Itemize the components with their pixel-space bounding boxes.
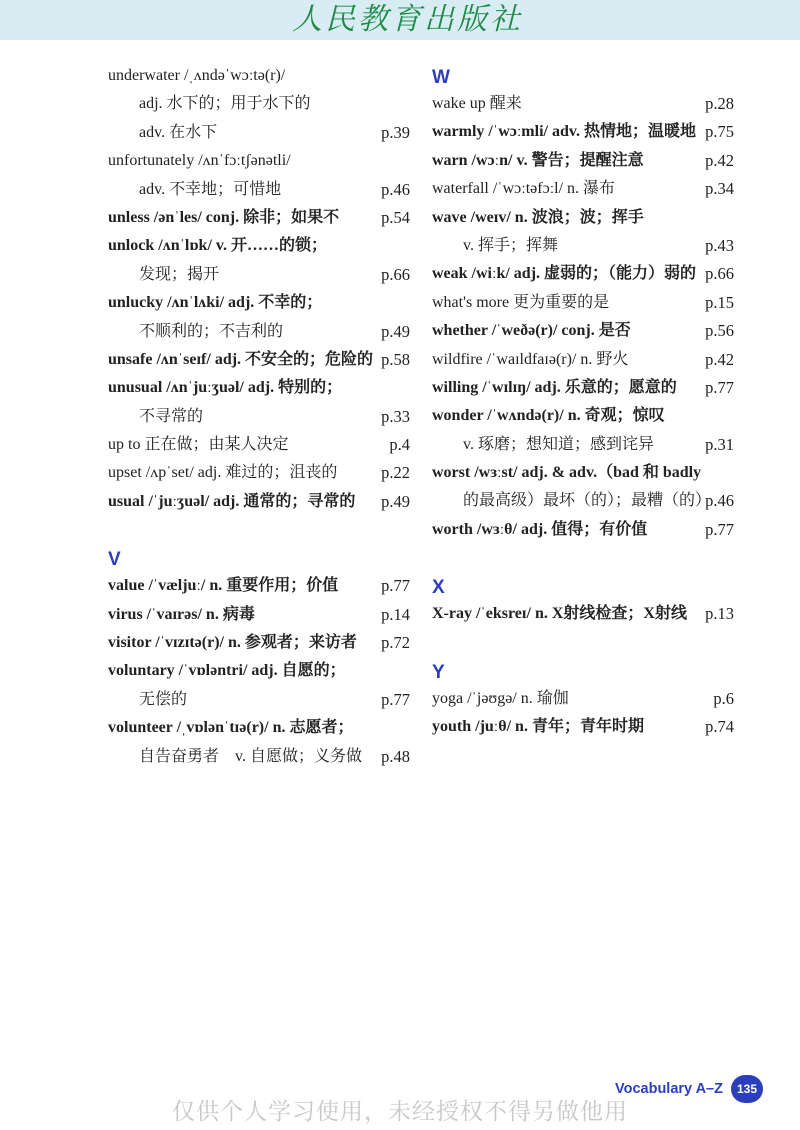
vocab-entry <box>108 204 410 232</box>
vocab-entry <box>108 232 410 260</box>
vocab-entry <box>432 317 734 345</box>
section-letter: Y <box>432 661 445 683</box>
entry-text: unfortunately /ʌnˈfɔːtʃənətli/ <box>108 152 291 170</box>
vocab-entry <box>432 374 734 402</box>
vocab-entry <box>108 657 410 685</box>
entry-text: 的最高级）最坏（的）；最糟（的） <box>463 492 712 510</box>
entry-text: warn /wɔːn/ v. 警告；提醒注意 <box>432 151 644 169</box>
page-ref: p.22 <box>381 463 410 483</box>
page-number-badge: 135 <box>731 1075 763 1103</box>
page-ref: p.42 <box>705 349 734 369</box>
left-column <box>108 62 410 771</box>
entry-continuation <box>108 403 410 431</box>
vocab-entry <box>432 289 734 317</box>
vocab-entry <box>432 713 734 741</box>
vocab-entry <box>432 260 734 288</box>
entry-text: usual /ˈjuːʒuəl/ adj. 通常的；寻常的 <box>108 492 356 510</box>
vocab-entry <box>108 431 410 459</box>
page-ref: p.54 <box>381 207 410 227</box>
vocab-entry <box>108 147 410 175</box>
vocab-entry <box>108 629 410 657</box>
entry-text: volunteer /ˌvɒlənˈtɪə(r)/ n. 志愿者； <box>108 719 354 737</box>
entry-text: upset /ʌpˈset/ adj. 难过的；沮丧的 <box>108 464 338 482</box>
section-gap <box>432 544 734 572</box>
entry-text: unlock /ʌnˈlɒk/ v. 开……的锁； <box>108 237 328 255</box>
vocab-entry <box>432 204 734 232</box>
page-ref: p.15 <box>705 292 734 312</box>
entry-text: warmly /ˈwɔːmli/ adv. 热情地；温暖地 <box>432 123 696 141</box>
entry-continuation <box>432 431 734 459</box>
entry-continuation <box>432 232 734 260</box>
vocab-entry <box>432 600 734 628</box>
page-ref: p.4 <box>389 435 410 455</box>
entry-text: wonder /ˈwʌndə(r)/ n. 奇观；惊叹 <box>432 407 665 425</box>
entry-text: unsafe /ʌnˈseɪf/ adj. 不安全的；危险的 <box>108 350 374 368</box>
section-letter: V <box>108 549 121 571</box>
entry-text: whether /ˈweðə(r)/ conj. 是否 <box>432 322 631 340</box>
section-gap <box>108 516 410 544</box>
page-ref: p.39 <box>381 122 410 142</box>
entry-continuation <box>108 90 410 118</box>
entry-text: 发现；揭开 <box>139 265 220 283</box>
entry-text: unless /ənˈles/ conj. 除非；如果不 <box>108 208 340 226</box>
vocab-entry <box>108 289 410 317</box>
vocab-entry <box>108 572 410 600</box>
entry-text: up to 正在做；由某人决定 <box>108 436 289 454</box>
page-ref: p.33 <box>381 406 410 426</box>
page-ref: p.34 <box>705 179 734 199</box>
watermark: 仅供个人学习使用，未经授权不得另做他用 <box>172 1099 628 1125</box>
entry-text: youth /juːθ/ n. 青年；青年时期 <box>432 718 644 736</box>
entry-continuation <box>108 261 410 289</box>
vocab-entry <box>432 147 734 175</box>
entry-text: unlucky /ʌnˈlʌki/ adj. 不幸的； <box>108 294 323 312</box>
page-ref: p.42 <box>705 150 734 170</box>
vocab-entry <box>108 488 410 516</box>
entry-text: X-ray /ˈeksreɪ/ n. X射线检查；X射线 <box>432 605 687 623</box>
entry-continuation <box>108 176 410 204</box>
page-ref: p.43 <box>705 235 734 255</box>
entry-continuation <box>108 686 410 714</box>
page-ref: p.13 <box>705 604 734 624</box>
entry-continuation <box>108 743 410 771</box>
vocab-entry <box>432 685 734 713</box>
entry-text: wake up 醒来 <box>432 95 522 112</box>
page-ref: p.6 <box>713 688 734 708</box>
vocab-entry <box>432 516 734 544</box>
vocab-entry <box>432 459 734 487</box>
entry-text: wave /weɪv/ n. 波浪；波；挥手 <box>432 208 644 226</box>
page-ref: p.77 <box>381 576 410 596</box>
entry-text: adv. 在水下 <box>139 123 218 141</box>
vocab-entry <box>432 402 734 430</box>
entry-text: wildfire /ˈwaɪldfaɪə(r)/ n. 野火 <box>432 350 629 368</box>
page-ref: p.77 <box>381 689 410 709</box>
page-ref: p.56 <box>705 321 734 341</box>
page-ref: p.49 <box>381 491 410 511</box>
page-ref: p.66 <box>381 264 410 284</box>
vocab-entry <box>108 714 410 742</box>
page-ref: p.77 <box>705 519 734 539</box>
header-band <box>0 0 800 40</box>
vocab-entry <box>108 346 410 374</box>
vocab-entry <box>108 459 410 487</box>
entry-text: 不寻常的 <box>139 407 204 425</box>
entry-text: willing /ˈwɪlɪŋ/ adj. 乐意的；愿意的 <box>432 378 677 396</box>
page-ref: p.72 <box>381 633 410 653</box>
entry-text: waterfall /ˈwɔːtəfɔːl/ n. 瀑布 <box>432 180 616 198</box>
section-gap <box>432 629 734 657</box>
page-ref: p.28 <box>705 94 734 113</box>
entry-text: worth /wɜːθ/ adj. 值得；有价值 <box>432 520 648 538</box>
vocab-entry <box>432 175 734 203</box>
page-ref: p.46 <box>705 491 734 511</box>
right-column <box>432 62 734 741</box>
vocab-entry <box>108 374 410 402</box>
page-ref: p.48 <box>381 746 410 766</box>
entry-text: 不顺利的；不吉利的 <box>139 322 284 340</box>
entry-text: v. 琢磨；想知道；感到诧异 <box>463 435 654 453</box>
page-ref: p.74 <box>705 717 734 737</box>
entry-text: virus /ˈvaɪrəs/ n. 病毒 <box>108 605 255 623</box>
vocab-entry <box>108 601 410 629</box>
section-letter: X <box>432 577 445 599</box>
entry-text: unusual /ʌnˈjuːʒuəl/ adj. 特别的； <box>108 379 343 397</box>
entry-text: v. 挥手；挥舞 <box>463 236 558 254</box>
entry-text: value /ˈvæljuː/ n. 重要作用；价值 <box>108 577 339 595</box>
entry-text: what's more 更为重要的是 <box>432 293 610 311</box>
entry-text: weak /wiːk/ adj. 虚弱的；（能力）弱的 <box>432 265 697 283</box>
entry-continuation <box>432 487 734 515</box>
page-ref: p.14 <box>381 604 410 624</box>
entry-text: worst /wɜːst/ adj. & adv.（bad 和 badly <box>432 464 702 482</box>
page-ref: p.58 <box>381 349 410 369</box>
entry-text: 自告奋勇者 v. 自愿做；义务做 <box>139 747 362 765</box>
publisher-logo: 人民教育出版社 <box>292 2 523 37</box>
footer-section-label: Vocabulary A–Z <box>615 1081 723 1097</box>
vocab-entry <box>432 346 734 374</box>
entry-text: adv. 不幸地；可惜地 <box>139 180 282 198</box>
page-ref: p.77 <box>705 377 734 397</box>
entry-text: yoga /ˈjəʊgə/ n. 瑜伽 <box>432 689 569 707</box>
entry-text: underwater /ˌʌndəˈwɔːtə(r)/ <box>108 67 286 84</box>
entry-continuation <box>108 119 410 147</box>
page-ref: p.49 <box>381 321 410 341</box>
vocab-entry <box>432 118 734 146</box>
vocab-entry <box>432 90 734 118</box>
entry-text: visitor /ˈvɪzɪtə(r)/ n. 参观者；来访者 <box>108 634 357 652</box>
page-ref: p.46 <box>381 179 410 199</box>
entry-text: adj. 水下的；用于水下的 <box>139 95 311 113</box>
page-ref: p.75 <box>705 122 734 142</box>
entry-text: voluntary /ˈvɒləntri/ adj. 自愿的； <box>108 662 346 680</box>
entry-continuation <box>108 318 410 346</box>
section-letter: W <box>432 67 450 88</box>
entry-text: 无偿的 <box>139 690 188 708</box>
page-ref: p.31 <box>705 434 734 454</box>
vocab-entry <box>108 62 410 90</box>
page-ref: p.66 <box>705 264 734 284</box>
